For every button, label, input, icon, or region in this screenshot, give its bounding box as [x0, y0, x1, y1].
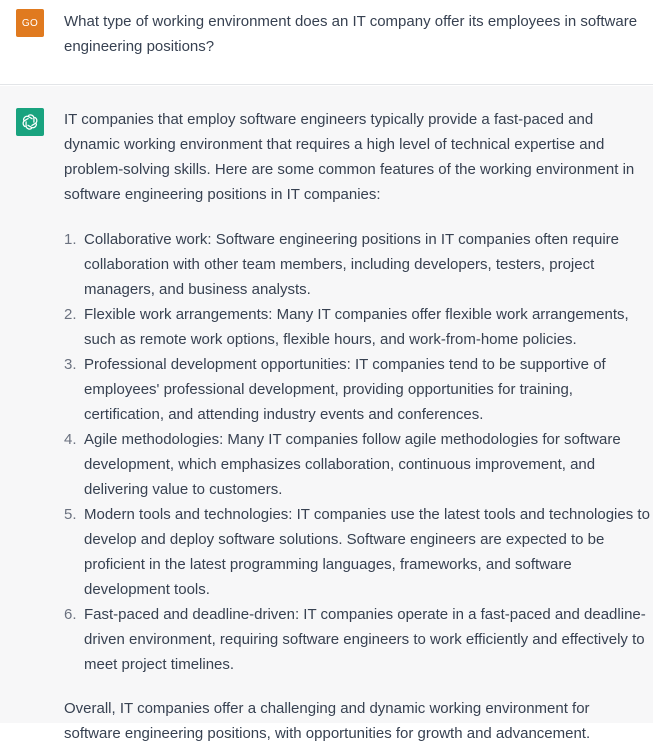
- list-item-text: Collaborative work: Software engineering positions in IT companies often require collaboration with other team members, including developers, testers, project managers, and business analysts.: [84, 231, 620, 298]
- assistant-message-row: [0, 86, 653, 742]
- openai-logo-icon: [20, 112, 40, 132]
- user-question-text: What type of working environment does an IT company offer its employees in software engineering positions?: [64, 13, 638, 55]
- list-item: [64, 302, 651, 352]
- list-item: [64, 227, 651, 302]
- list-item-text: Fast-paced and deadline-driven: IT companies operate in a fast-paced and deadline-driven environment, requiring software engineers to work efficiently and effectively to meet project timelines.: [84, 606, 646, 673]
- list-number: 3.: [64, 356, 77, 373]
- answer-list: [64, 227, 653, 677]
- list-number: 2.: [64, 306, 77, 323]
- answer-conclusion: Overall, IT companies offer a challenging and dynamic working environment for software engineering positions, with opportunities for growth and advancement.: [64, 700, 591, 742]
- list-number: 4.: [64, 431, 77, 448]
- list-item: [64, 502, 651, 602]
- assistant-answer: [64, 107, 653, 746]
- list-item: [64, 427, 651, 502]
- user-message-row: [0, 0, 653, 85]
- list-item: [64, 352, 651, 427]
- list-number: 5.: [64, 506, 77, 523]
- list-item: [64, 602, 651, 677]
- list-number: 6.: [64, 606, 77, 623]
- user-avatar: GO: [16, 9, 44, 37]
- list-item-text: Agile methodologies: Many IT companies follow agile methodologies for software development, which emphasizes collaboration, continuous improvement, and delivering value to customers.: [84, 431, 621, 498]
- list-item-text: Modern tools and technologies: IT companies use the latest tools and technologies to develop and deploy software solutions. Software engineers are expected to be proficient in the latest programming languages, frameworks, and software development tools.: [84, 506, 650, 598]
- assistant-avatar: [16, 108, 44, 136]
- list-item-text: Professional development opportunities: IT companies tend to be supportive of employees' professional development, providing opportunities for training, certification, and attending industry events and conferences.: [84, 356, 606, 423]
- list-item-text: Flexible work arrangements: Many IT companies offer flexible work arrangements, such as remote work options, flexible hours, and work-from-home policies.: [84, 306, 629, 348]
- answer-intro: IT companies that employ software engineers typically provide a fast-paced and dynamic working environment that requires a high level of technical expertise and problem-solving skills. Here are some common features of the working environment in software engineering positions in IT companies:: [64, 111, 635, 203]
- list-number: 1.: [64, 231, 77, 248]
